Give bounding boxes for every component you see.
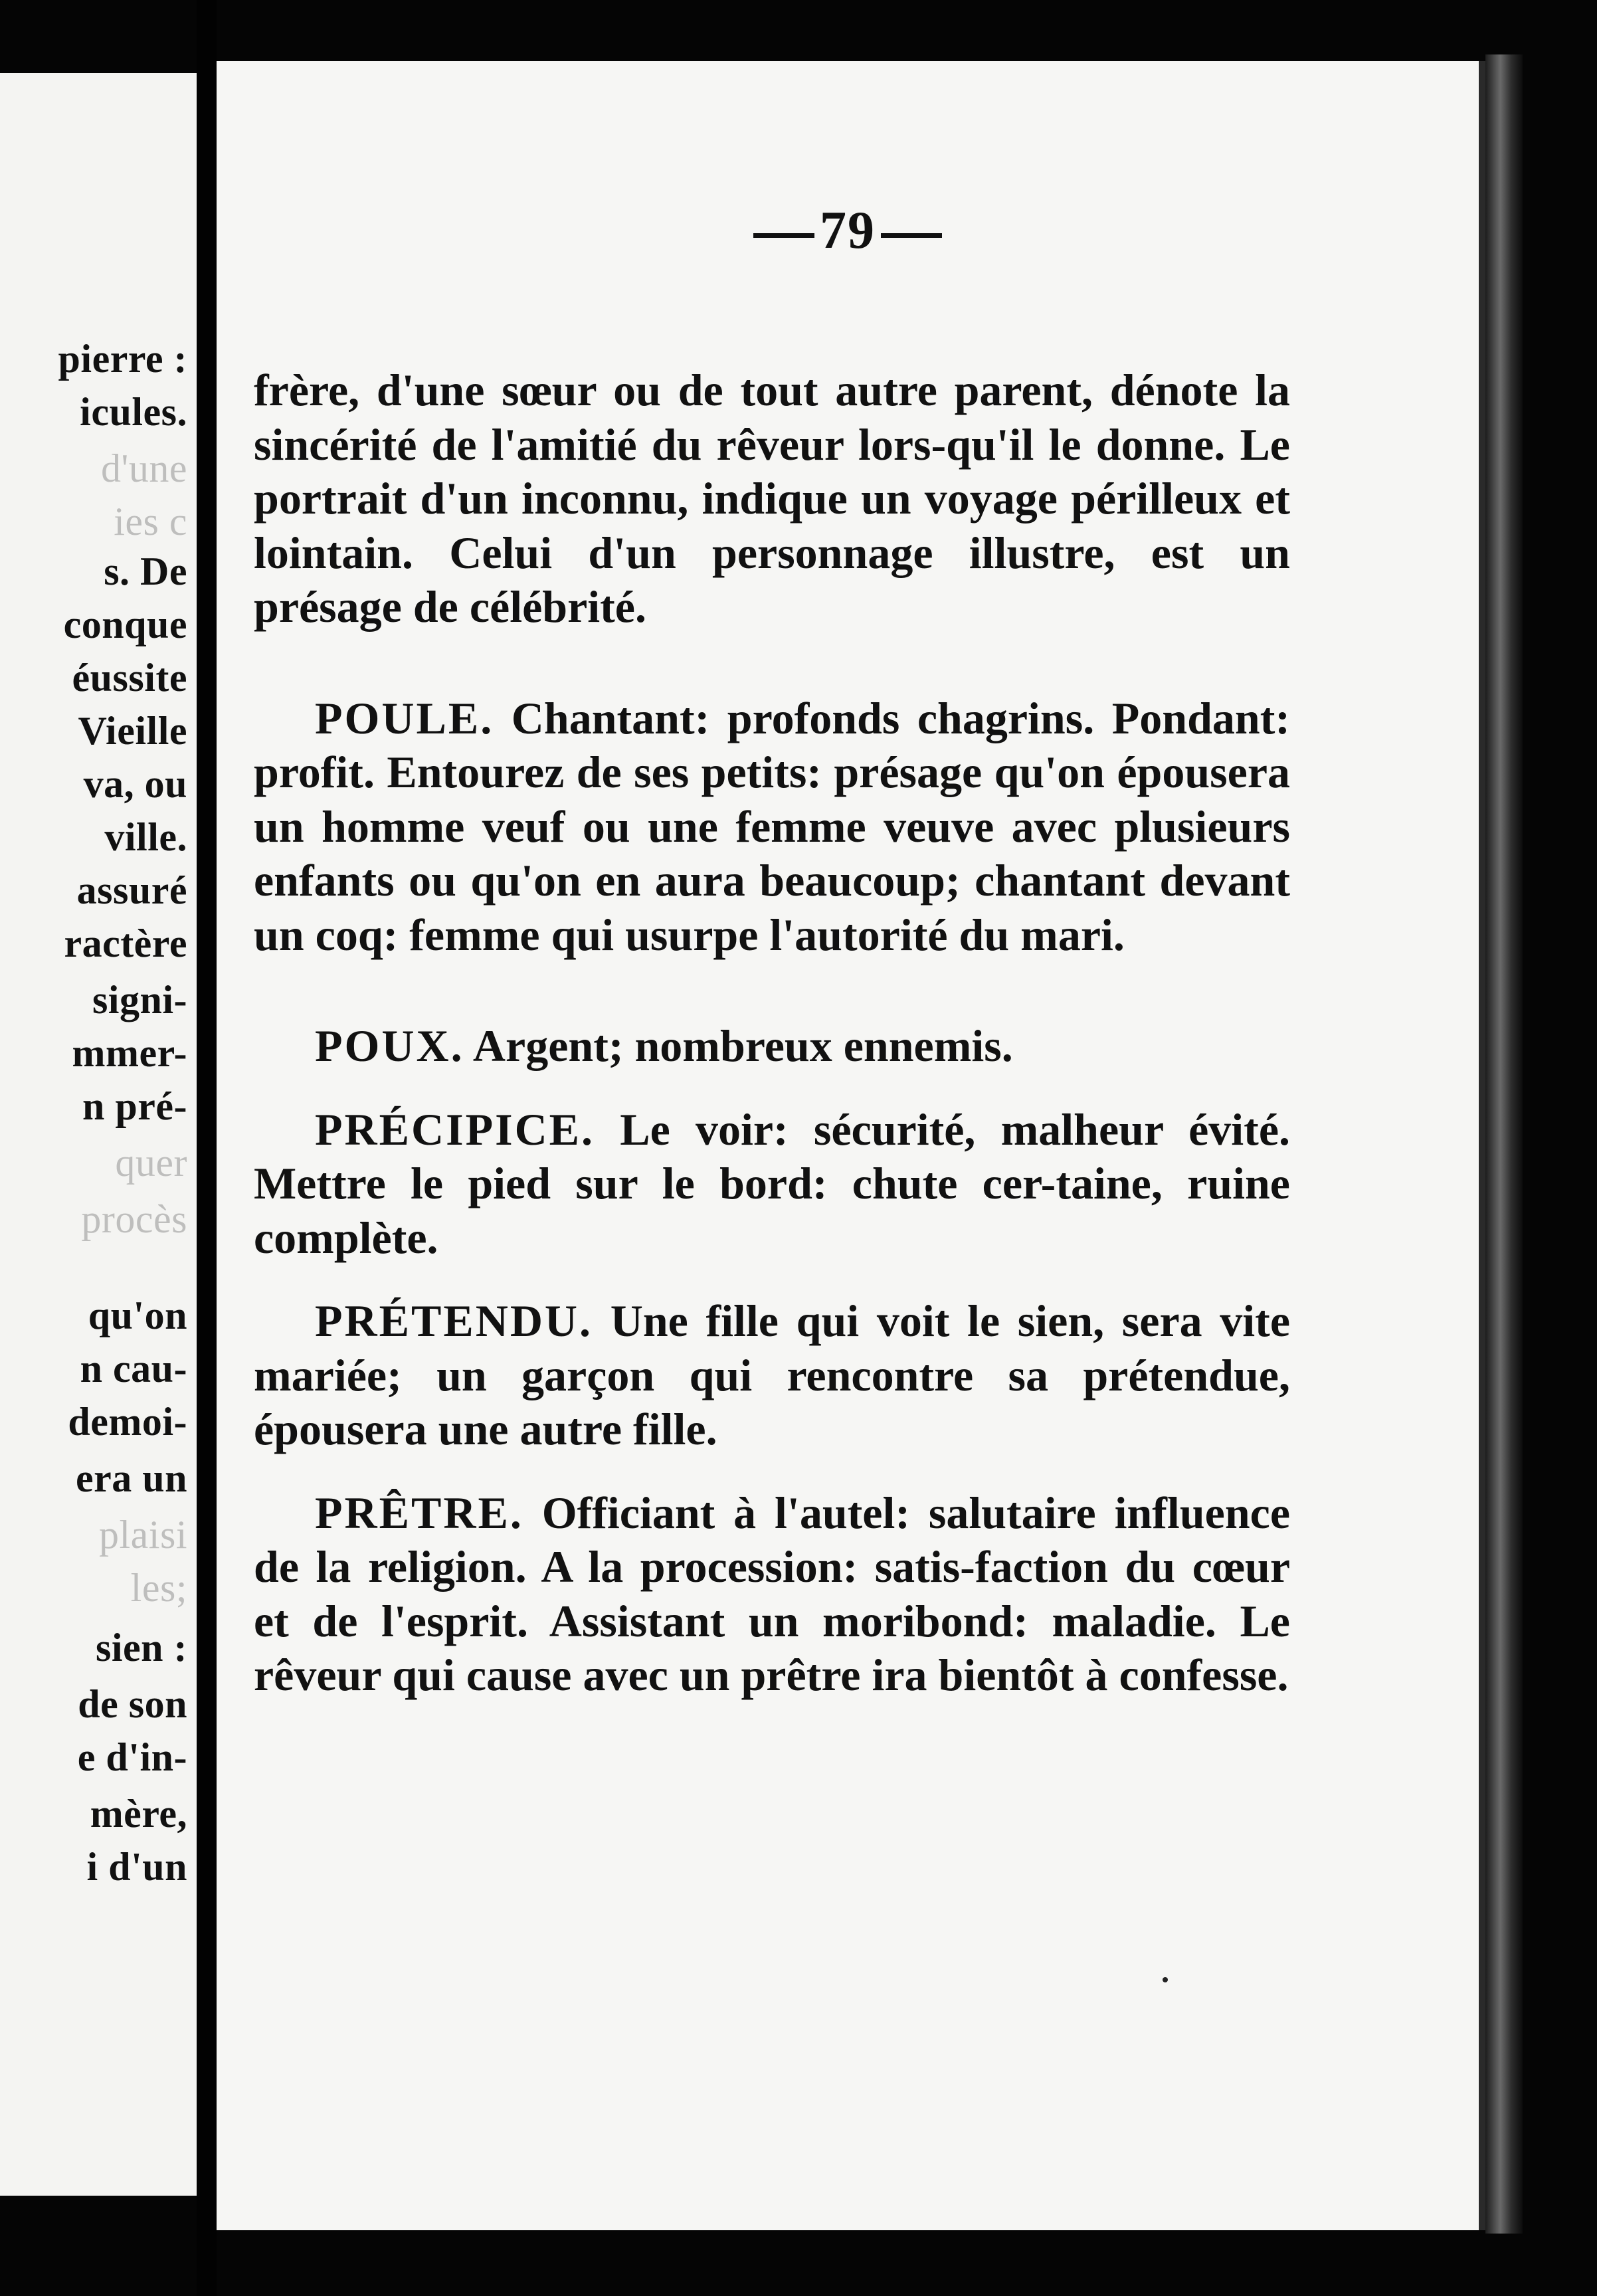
previous-page-line: era un [76,1456,187,1500]
entry-headword: PRÊTRE. [315,1487,523,1538]
previous-page-line: assuré [76,868,187,912]
previous-page-line: qu'on [88,1293,187,1337]
entry-pretendu [254,1294,1290,1457]
entry-spacer [254,634,1290,692]
previous-page-line: ractère [64,921,187,965]
book-gutter [197,0,217,2296]
entry-spacer [254,1457,1290,1486]
previous-page-line: icules. [80,390,187,434]
previous-page-line: pierre : [58,337,187,381]
previous-page-line: e d'in- [77,1735,187,1779]
entry-text: frère, d'une sœur ou de tout autre parent, dénote la sincérité de l'amitié du rêveur lors-qu'il le donne. Le portrait d'un inconnu, indique un voyage périlleux et lointain. Celui d'un personnage illustre, est un présage de célébrité. [254,365,1290,632]
previous-page-line: de son [78,1682,187,1726]
previous-page-line: ville. [104,815,187,859]
previous-page-line: quer [115,1141,187,1185]
previous-page-line: plaisi [99,1513,187,1557]
previous-page-line: conque [63,603,187,646]
entry-pretre [254,1486,1290,1703]
previous-page-line: mmer- [72,1031,187,1075]
previous-page-line: éussite [72,656,187,700]
previous-page-line: n pré- [82,1084,187,1128]
entry-text: Officiant à l'autel: salutaire influence de la religion. A la procession: satis-faction du cœur et de l'esprit. Assistant un moribond: maladie. Le rêveur qui cause avec un prêtre ira bientôt à confesse. [254,1487,1291,1700]
entry-text: Une fille qui voit le sien, sera vite mariée; un garçon qui rencontre sa prétendue, épousera une autre fille. [254,1295,1291,1454]
previous-page-line: s. De [104,549,187,593]
entry-headword: PRÉCIPICE. [315,1103,595,1155]
previous-page-line: mère, [90,1792,187,1836]
previous-page-line: ies c [114,500,187,543]
entry-text: Argent; nombreux ennemis. [472,1020,1013,1071]
page-number-dash [753,233,814,238]
previous-page-line: Vieille [78,709,187,753]
previous-page-line: procès [81,1197,187,1241]
previous-page-line: signi- [92,978,187,1022]
entry-poule [254,692,1290,963]
entry-headword: POUX. [315,1020,464,1071]
entry-headword: PRÉTENDU. [315,1295,593,1346]
entry-continuation [254,363,1290,634]
previous-page-line: n cau- [80,1347,187,1390]
previous-page-line: d'une [101,446,187,490]
dictionary-text [254,363,1290,1703]
entry-text: Le voir: sécurité, malheur évité. Mettre le pied sur le bord: chute cer-taine, ruine complète. [254,1103,1290,1263]
current-page [217,61,1485,2230]
entry-precipice [254,1103,1290,1266]
previous-page-line: va, ou [83,762,187,806]
page-number [217,201,1479,261]
entry-poux [254,1019,1290,1074]
entry-text: Chantant: profonds chagrins. Pondant: profit. Entourez de ses petits: présage qu'on épousera un homme veuf ou une femme veuve avec plusieurs enfants ou qu'on en aura beaucoup; chantant devant un coq: femme qui usurpe l'autorité du mari. [254,692,1290,960]
entry-headword: POULE. [315,692,494,743]
entry-spacer [254,1074,1290,1103]
previous-page-line: i d'un [86,1845,187,1889]
ink-speck [1163,1977,1168,1982]
previous-page-line: les; [130,1566,187,1610]
page-number-value: 79 [820,201,876,260]
page-number-dash [881,233,942,238]
page-stack-edge [1485,54,1523,2234]
entry-spacer [254,1265,1290,1294]
previous-page-line: sien : [96,1626,187,1670]
previous-page [0,73,197,2196]
entry-spacer [254,962,1290,1019]
previous-page-line: demoi- [68,1400,187,1444]
